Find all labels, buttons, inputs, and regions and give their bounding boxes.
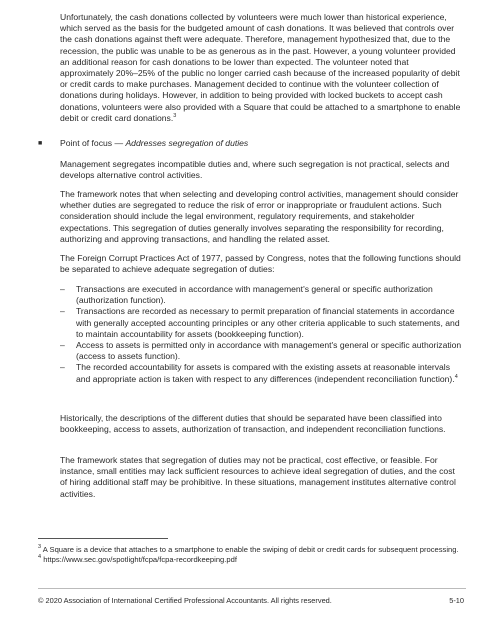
paragraph-fcpa-intro: The Foreign Corrupt Practices Act of 1977, passed by Congress, notes that the following functions should be separated to achieve adequate segregation of duties: [60, 253, 461, 275]
list-item: – The recorded accountability for assets is compared with the existing assets at reasonable intervals and appropriate action is taken with respect to any differences (independent reconciliation function).$^4$ [60, 362, 458, 384]
paragraph-framework-notes: The framework notes that when selecting and developing control activities, management should consider whether duties are segregated to reduce the risk of error or inappropriate or fraudulent actions. Such consideration should include the legal environment, regulatory requirements, and stakeholder expectations. This segregation of duties generally involves separating the responsibility for recording, authorizing and approving transactions, and handling the related asset. [60, 189, 459, 244]
list-item: – Transactions are recorded as necessary to permit preparation of financial statements in accordance with generally accepted accounting principles or any other criteria applicable to such statements, and to maintain accountability for assets (bookkeeping function). [60, 306, 460, 339]
footer-divider [38, 588, 466, 589]
footnote-divider [38, 538, 168, 539]
footnote-4: $^4$ https://www.sec.gov/spotlight/fcpa/fcpa-recordkeeping.pdf [38, 554, 237, 565]
list-item: – Transactions are executed in accordance with management's general or specific authorization (authorization function). [60, 284, 433, 306]
paragraph-segregation-summary: Management segregates incompatible duties and, where such segregation is not practical, selects and develops alternative control activities. [60, 159, 450, 181]
dash-bullet-icon: – [60, 340, 65, 351]
point-of-focus-title: Addresses segregation of duties [125, 138, 249, 148]
list-item: – Access to assets is permitted only in accordance with management's general or specific authorization (access to assets function). [60, 340, 462, 362]
page-number: 5-10 [449, 596, 464, 605]
fcpa-functions-list [60, 284, 464, 385]
point-of-focus-label: Point of focus — [60, 138, 124, 148]
paragraph-historical-duties: Historically, the descriptions of the different duties that should be separated have been classified into bookkeeping, access to assets, authorization of transaction, and independent reconciliation functions. [60, 413, 446, 435]
dash-bullet-icon: – [60, 306, 65, 317]
copyright-notice: © 2020 Association of International Certified Professional Accountants. All rights reserved. [38, 596, 332, 605]
dash-bullet-icon: – [60, 284, 65, 294]
square-bullet-icon: ■ [38, 140, 43, 147]
footnote-ref-4[interactable]: 4 [454, 373, 458, 380]
footnote-link[interactable]: https://www.sec.gov/spotlight/fcpa/fcpa-recordkeeping.pdf [43, 555, 237, 565]
footnote-3: $^3$ A Square is a device that attaches to a smartphone to enable the swiping of debit or credit cards for subsequent processing. [38, 544, 459, 554]
footnotes-section [38, 545, 468, 566]
dash-bullet-icon: – [60, 362, 65, 373]
paragraph-impractical-segregation: The framework states that segregation of duties may not be practical, cost effective, or feasible. For instance, small entities may lack sufficient resources to achieve ideal segregation of duties, and the cost of hiring additional staff may be prohibitive. In these situations, management institutes alternative control activities. [60, 455, 456, 499]
paragraph-cash-donations: Unfortunately, the cash donations collected by volunteers were much lower than historical experience, which served as the basis for the budgeted amount of cash donations. It was believed that controls over the cash donations against theft were adequate. Therefore, management hypothesized that, due to the recession, the public was unable to be as generous as in the past. However, a young volunteer provided an additional reason for cash donations to be lower than expected. The volunteer noted that approximately 20%–25% of the public no longer carried cash because of the increased popularity of debit or credit cards to make purchases. Management decided to continue with the volunteer collection of donations during holidays. However, in addition to being provided with locked buckets to accept cash donations, volunteers were also provided with a Square that could be attached to a smartphone to enable debit or credit card donations.$^3$ [60, 12, 461, 123]
footnote-ref-3[interactable]: 3 [173, 112, 177, 119]
